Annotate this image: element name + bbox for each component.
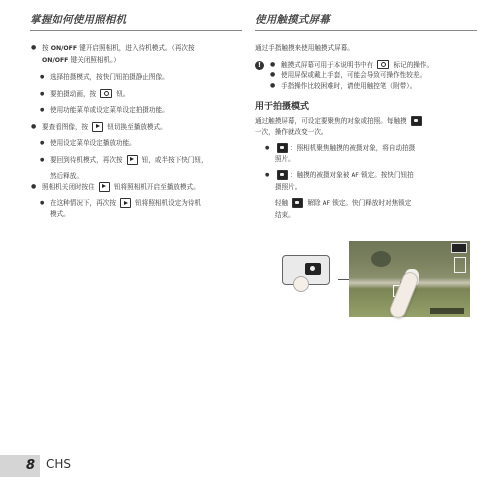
status-bar	[430, 308, 464, 314]
subheading-shooting-mode: 用于拍摄模式	[255, 102, 310, 112]
sub-item: ● 使用功能菜单或设定菜单设定拍摄功能。	[30, 105, 242, 116]
touch-af-item: ● ：触摸的被摄对象被 AF 锁定。按快门钮拍 摄照片。	[255, 170, 477, 192]
sub-item-cont: 然后释放。	[50, 172, 83, 180]
step-power-on: ● 按 ON/OFF 键开启照相机，进入待机模式。（再次按 ON/OFF 键关闭照相机。）	[30, 43, 242, 66]
release-af-text: 轻触 解除 AF 锁定。快门释放时对焦锁定 结束。	[275, 199, 412, 219]
note-icon: !	[255, 61, 264, 70]
touch-af-icon	[277, 170, 288, 180]
touch-screen-illustration	[278, 241, 470, 317]
step-power-playback: ● 照相机关闭时按住 钮将照相机开启至播放模式。	[30, 182, 242, 193]
section-heading-touch: 使用触摸式屏幕	[255, 12, 477, 31]
note-block: ! ● 触摸式屏幕可用于本说明书中有 标记的操作。 ● 使用屏保或戴上手套，可能会导致可操作性较差。 ● 手指操作比较困难时，请使用触控笔（附带）。	[255, 60, 477, 92]
hand-icon	[293, 276, 309, 292]
touch-button-closeup	[282, 255, 330, 285]
touch-mark-icon	[377, 60, 389, 69]
play-icon	[99, 182, 110, 192]
sub-item: ● 使用设定菜单设定播放功能。	[30, 138, 242, 149]
right-column	[255, 12, 477, 220]
sub-item: ● 在这种情况下，再次按 钮将照相机设定为待机 模式。	[30, 198, 242, 219]
mode-intro: 通过触摸屏幕，可设定要聚焦的对象或拍照。每触摸 一次，操作就改变一次。	[255, 116, 477, 137]
page-number-tab: 8	[0, 455, 40, 477]
play-icon	[120, 198, 131, 208]
touch-shutter-icon	[277, 143, 288, 153]
play-icon	[92, 122, 103, 132]
left-column	[30, 12, 242, 225]
mode-indicator-icon	[454, 257, 466, 273]
touch-mode-indicator-icon	[451, 243, 467, 253]
touch-mode-icon	[411, 116, 422, 126]
play-icon	[127, 155, 138, 165]
step-playback: ● 要查看图像，按 钮切换至播放模式。	[30, 122, 242, 133]
movie-button-icon	[100, 89, 112, 98]
section-heading-camera: 掌握如何使用照相机	[30, 12, 242, 31]
af-release-icon	[292, 198, 303, 208]
sub-item: ● 选择拍摄模式，按快门钮拍摄静止图像。	[30, 72, 242, 83]
language-label: CHS	[46, 457, 72, 471]
camera-icon	[305, 263, 321, 275]
intro-text: 通过手指触摸来使用触摸式屏幕。	[255, 44, 354, 52]
sub-item: ● 要回到待机模式，再次按 钮，或半按下快门钮，	[30, 155, 242, 166]
touch-shoot-item: ● ：照相机聚焦触摸的被摄对象，将自动拍摄 照片。	[255, 143, 477, 164]
sub-item: ● 要拍摄动画，按 钮。	[30, 89, 242, 100]
